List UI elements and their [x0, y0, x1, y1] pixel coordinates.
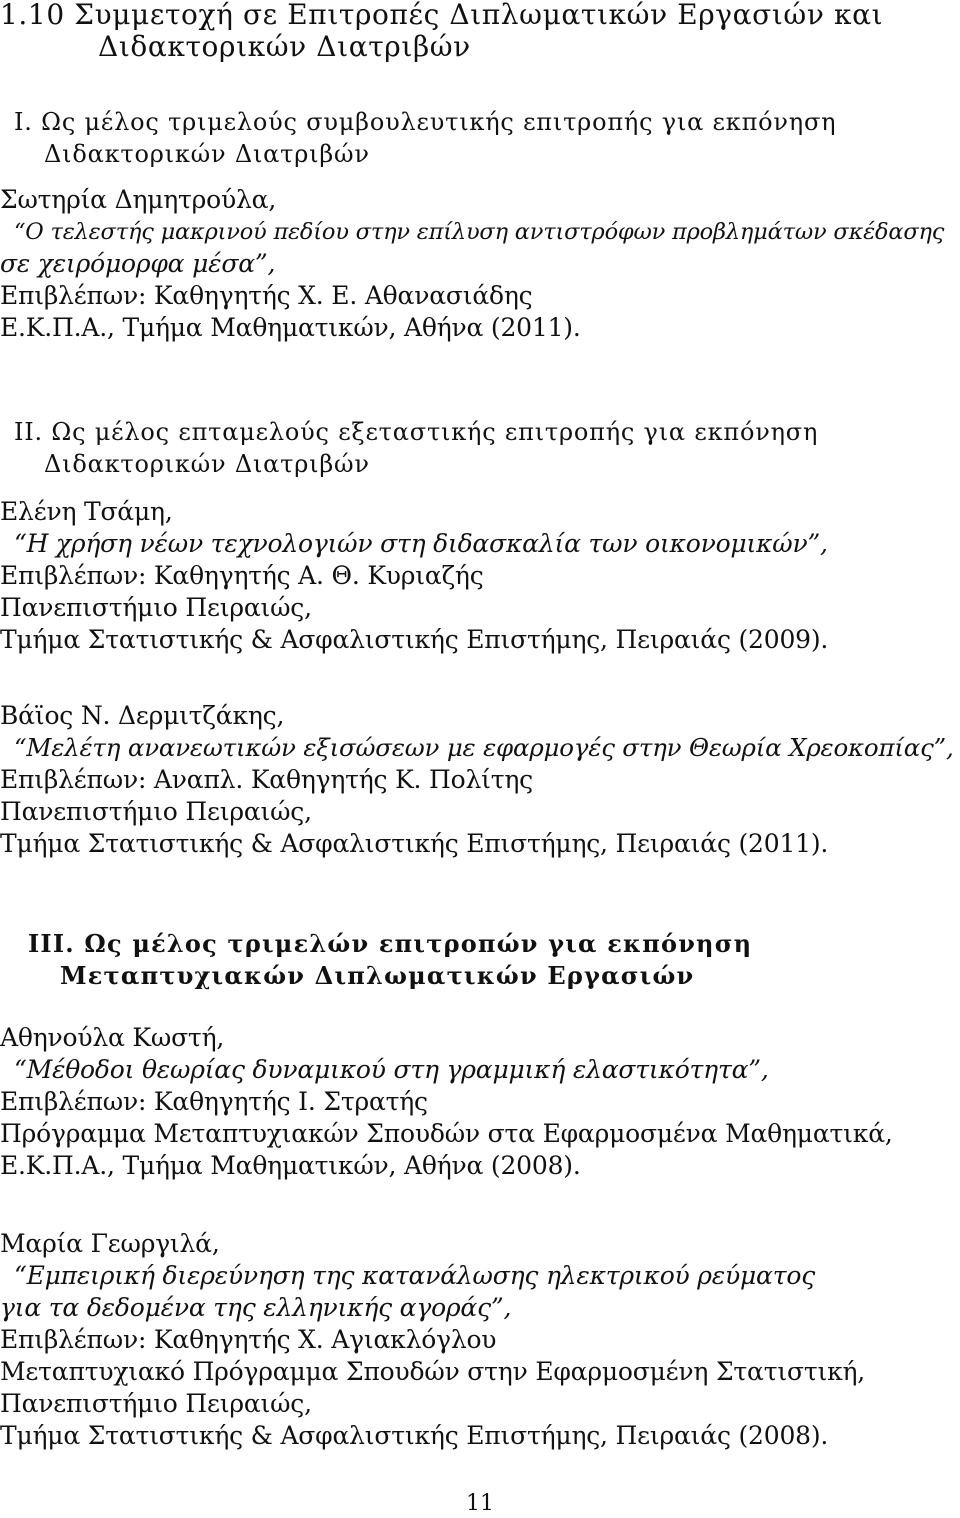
entry-institution: Ε.Κ.Π.Α., Τμήμα Μαθηματικών, Αθήνα (2011). [0, 313, 581, 342]
part-1-heading-line-2: Διδακτορικών Διατριβών [44, 140, 370, 168]
entry-supervisor: Επιβλέπων: Καθηγητής Ι. Στρατής [0, 1087, 428, 1116]
entry-supervisor: Επιβλέπων: Καθηγητής Χ. Αγιακλόγλου [0, 1325, 497, 1354]
entry-author: Βάϊος Ν. Δερμιτζάκης, [0, 701, 285, 730]
part-3-heading-line-1: III. Ως μέλος τριμελών επιτροπών για εκπόνηση [28, 929, 753, 958]
entry-author: Αθηνούλα Κωστή, [0, 1023, 225, 1052]
entry-university: Πανεπιστήμιο Πειραιώς, [0, 593, 312, 622]
entry-supervisor: Επιβλέπων: Αναπλ. Καθηγητής Κ. Πολίτης [0, 765, 533, 794]
entry-department: Τμήμα Στατιστικής & Ασφαλιστικής Επιστήμης, Πειραιάς (2011). [0, 829, 829, 858]
part-2-heading-line-2: Διδακτορικών Διατριβών [44, 450, 370, 478]
part-3-heading-line-2: Μεταπτυχιακών Διπλωματικών Εργασιών [60, 961, 695, 990]
entry-supervisor: Επιβλέπων: Καθηγητής Α. Θ. Κυριαζής [0, 561, 484, 590]
entry-title-line-1: “Μέθοδοι θεωρίας δυναμικού στη γραμμική ελαστικότητα”, [14, 1055, 769, 1084]
entry-author: Σωτηρία Δημητρούλα, [0, 185, 277, 214]
entry-supervisor: Επιβλέπων: Καθηγητής Χ. Ε. Αθανασιάδης [0, 281, 533, 310]
entry-title-line-1: “Η χρήση νέων τεχνολογιών στη διδασκαλία των οικονομικών”, [14, 529, 828, 558]
entry-department: Τμήμα Στατιστικής & Ασφαλιστικής Επιστήμης, Πειραιάς (2009). [0, 625, 829, 654]
entry-title-line-1: “Μελέτη ανανεωτικών εξισώσεων με εφαρμογές στην Θεωρία Χρεοκοπίας”, [14, 733, 954, 762]
part-2-heading-line-1: II. Ως μέλος επταμελούς εξεταστικής επιτροπής για εκπόνηση [14, 418, 819, 446]
part-1-heading-line-1: I. Ως μέλος τριμελούς συμβουλευτικής επιτροπής για εκπόνηση [14, 108, 837, 136]
entry-title-line-1: “Εμπειρική διερεύνηση της κατανάλωσης ηλεκτρικού ρεύματος [14, 1261, 816, 1290]
section-title-line-1: 1.10 Συμμετοχή σε Επιτροπές Διπλωματικών Εργασιών και [0, 0, 884, 31]
entry-university: Πανεπιστήμιο Πειραιώς, [0, 1389, 312, 1418]
section-title-line-2: Διδακτορικών Διατριβών [98, 30, 471, 63]
entry-department: Τμήμα Στατιστικής & Ασφαλιστικής Επιστήμης, Πειραιάς (2008). [0, 1421, 829, 1450]
entry-title-line-2: για τα δεδομένα της ελληνικής αγοράς”, [0, 1293, 512, 1322]
entry-title-line-1: “Ο τελεστής μακρινού πεδίου στην επίλυση αντιστρόφων προβλημάτων σκέδασης [14, 219, 945, 245]
entry-university: Πανεπιστήμιο Πειραιώς, [0, 797, 312, 826]
entry-author: Μαρία Γεωργιλά, [0, 1229, 220, 1258]
entry-author: Ελένη Τσάμη, [0, 497, 173, 526]
entry-program: Πρόγραμμα Μεταπτυχιακών Σπουδών στα Εφαρμοσμένα Μαθηματικά, [0, 1119, 893, 1148]
page-number: 11 [466, 1491, 494, 1516]
entry-institution: Ε.Κ.Π.Α., Τμήμα Μαθηματικών, Αθήνα (2008). [0, 1151, 581, 1180]
entry-program: Μεταπτυχιακό Πρόγραμμα Σπουδών στην Εφαρμοσμένη Στατιστική, [0, 1357, 866, 1386]
entry-title-line-2: σε χειρόμορφα μέσα”, [0, 249, 276, 278]
